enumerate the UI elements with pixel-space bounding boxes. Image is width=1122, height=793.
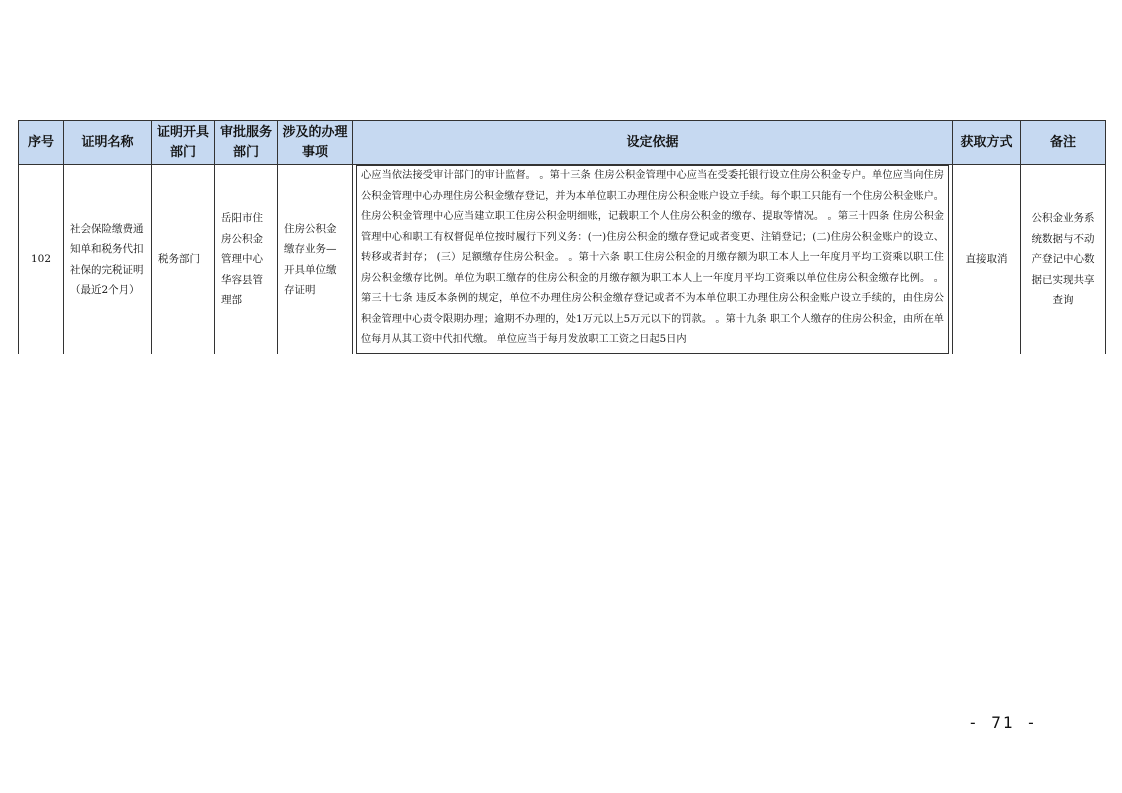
cell-seq: 102 xyxy=(19,165,64,355)
header-remark: 备注 xyxy=(1021,121,1106,165)
header-seq: 序号 xyxy=(19,121,64,165)
cell-issuer: 税务部门 xyxy=(152,165,215,355)
cell-matter: 住房公积金缴存业务—开具单位缴存证明 xyxy=(278,165,353,355)
header-method: 获取方式 xyxy=(953,121,1021,165)
cell-remark: 公积金业务系统数据与不动产登记中心数据已实现共享查询 xyxy=(1021,165,1106,355)
header-approver: 审批服务部门 xyxy=(215,121,278,165)
cell-method: 直接取消 xyxy=(953,165,1021,355)
table-row xyxy=(19,165,1106,355)
cell-approver: 岳阳市住房公积金管理中心华容县管理部 xyxy=(215,165,278,355)
header-name: 证明名称 xyxy=(64,121,152,165)
cell-name: 社会保险缴费通知单和税务代扣社保的完税证明（最近2个月） xyxy=(64,165,152,355)
page-number: - 71 - xyxy=(968,713,1038,732)
cell-basis xyxy=(353,165,953,355)
header-issuer: 证明开具部门 xyxy=(152,121,215,165)
basis-text: 心应当依法接受审计部门的审计监督。 。第十三条 住房公积金管理中心应当在受委托银行设立住房公积金专户。单位应当向住房公积金管理中心办理住房公积金缴存登记，并为本单位职工办理住房公积金账户设立手续。每个职工只能有一个住房公积金账户。住房公积金管理中心应当建立职工住房公积金明细账，记载职工个人住房公积金的缴存、提取等情况。 。第三十四条 住房公积金管理中心和职工有权督促单位按时履行下列义务：(一)住房公积金的缴存登记或者变更、注销登记；(二)住房公积金账户的设立、转移或者封存； (三）足额缴存住房公积金。 。第十六条 职工住房公积金的月缴存额为职工本人上一年度月平均工资乘以职工住房公积金缴存比例。单位为职工缴存的住房公积金的月缴存额为职工本人上一年度月平均工资乘以单位住房公积金缴存比例。 。第三十七条 违反本条例的规定，单位不办理住房公积金缴存登记或者不为本单位职工办理住房公积金账户设立手续的，由住房公积金管理中心责令限期办理；逾期不办理的，处1万元以上5万元以下的罚款。 。第十九条 职工个人缴存的住房公积金，由所在单位每月从其工资中代扣代缴。 单位应当于每月发放职工工资之日起5日内 xyxy=(356,165,949,354)
header-matter: 涉及的办理事项 xyxy=(278,121,353,165)
certificate-table xyxy=(18,120,1106,354)
header-basis: 设定依据 xyxy=(353,121,953,165)
table-header xyxy=(19,121,1106,165)
